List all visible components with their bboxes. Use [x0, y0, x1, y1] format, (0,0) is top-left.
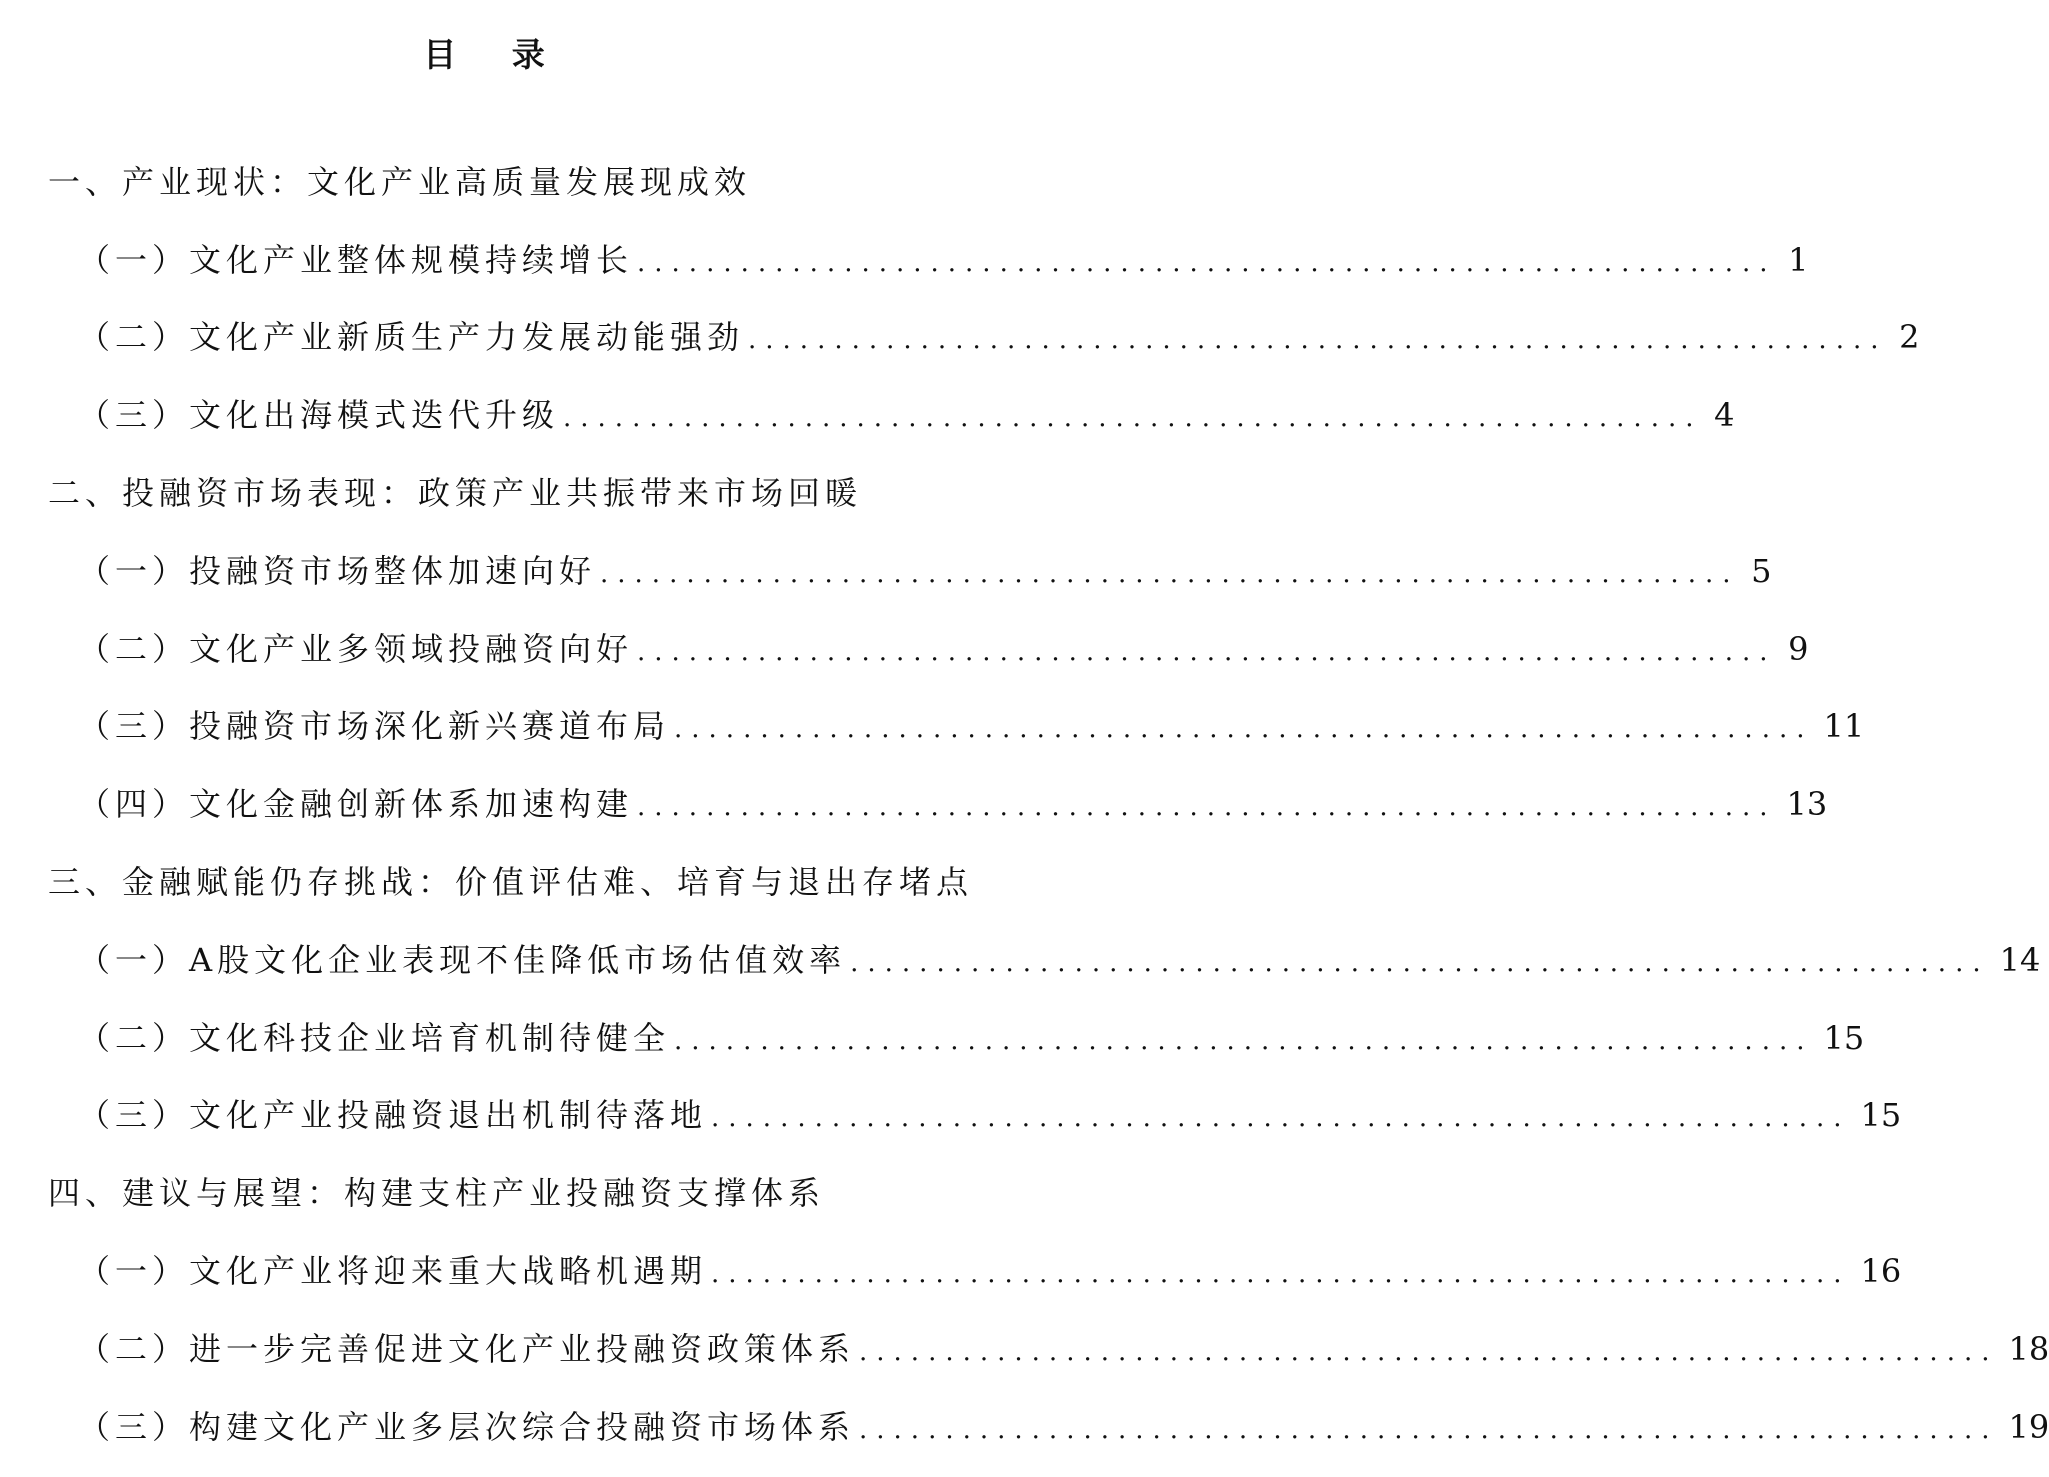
leader-dots: ..................................................................: [711, 1259, 1851, 1289]
entry-text: （二）文化科技企业培育机制待健全: [78, 1019, 671, 1057]
page-number: 19: [2008, 1408, 2049, 1446]
page-number: 4: [1714, 396, 1735, 434]
entry-text: （二）进一步完善促进文化产业投融资政策体系: [78, 1330, 856, 1368]
toc-entry[interactable]: [78, 1327, 2049, 1374]
leader-dots: ..................................................................: [850, 948, 1990, 978]
page-number: 1: [1788, 241, 1809, 279]
entry-text: （一）投融资市场整体加速向好: [78, 552, 597, 590]
leader-dots: ..................................................................: [711, 1103, 1851, 1133]
leader-dots: ..................................................................: [637, 637, 1777, 667]
toc-entry[interactable]: [78, 549, 1772, 596]
page-number: 13: [1786, 785, 1828, 823]
toc-entry[interactable]: [78, 1016, 1865, 1063]
toc-entry[interactable]: [78, 393, 1735, 440]
entry-text: （三）构建文化产业多层次综合投融资市场体系: [78, 1408, 856, 1446]
entry-text: （二）文化产业多领域投融资向好: [78, 630, 634, 668]
page-number: 16: [1860, 1252, 1902, 1290]
toc-section-heading[interactable]: [48, 860, 974, 904]
section-heading-text: 三、金融赋能仍存挑战：价值评估难、培育与退出存堵点: [48, 863, 974, 901]
toc-entry[interactable]: [78, 938, 2041, 985]
page-number: 2: [1899, 318, 1920, 356]
leader-dots: ..................................................................: [674, 1026, 1814, 1056]
toc-entry[interactable]: [78, 782, 1828, 829]
page-number: 5: [1751, 552, 1772, 590]
toc-entry[interactable]: [78, 1405, 2049, 1452]
toc-section-heading[interactable]: [48, 471, 948, 515]
section-heading-text: 一、产业现状：文化产业高质量发展现成效: [48, 163, 752, 201]
section-heading-text: 四、建议与展望：构建支柱产业投融资支撑体系: [48, 1174, 826, 1212]
page-number: 9: [1788, 630, 1809, 668]
leader-dots: ..................................................................: [859, 1415, 1999, 1445]
entry-text: （一）文化产业将迎来重大战略机遇期: [78, 1252, 708, 1290]
toc-entry[interactable]: [78, 1093, 1902, 1140]
leader-dots: ..................................................................: [637, 792, 1777, 822]
entry-text: （二）文化产业新质生产力发展动能强劲: [78, 318, 745, 356]
leader-dots: ..................................................................: [748, 325, 1888, 355]
page-title: 目 录: [423, 35, 567, 74]
toc-section-heading[interactable]: [48, 1171, 948, 1215]
toc-entry[interactable]: [78, 1249, 1902, 1296]
leader-dots: ..................................................................: [859, 1337, 1999, 1367]
page-number: 18: [2008, 1330, 2049, 1368]
toc-entry[interactable]: [78, 704, 1865, 751]
leader-dots: ..................................................................: [600, 559, 1740, 589]
leader-dots: ..................................................................: [674, 714, 1814, 744]
entry-text: （三）文化产业投融资退出机制待落地: [78, 1096, 708, 1134]
page-number: 15: [1823, 1019, 1865, 1057]
toc-entry[interactable]: [78, 238, 1809, 285]
toc-entry[interactable]: [78, 315, 1920, 362]
section-heading-text: 二、投融资市场表现：政策产业共振带来市场回暖: [48, 474, 863, 512]
toc-section-heading[interactable]: [48, 160, 948, 204]
toc-entry[interactable]: [78, 627, 1809, 674]
page-number: 14: [1999, 941, 2041, 979]
leader-dots: ..................................................................: [563, 403, 1703, 433]
entry-text: （三）投融资市场深化新兴赛道布局: [78, 707, 671, 745]
entry-text: （四）文化金融创新体系加速构建: [78, 785, 634, 823]
entry-text: （一）文化产业整体规模持续增长: [78, 241, 634, 279]
leader-dots: ..................................................................: [637, 248, 1777, 278]
page-number: 15: [1860, 1096, 1902, 1134]
entry-text: （一）A股文化企业表现不佳降低市场估值效率: [78, 941, 847, 979]
page-number: 11: [1823, 707, 1865, 745]
entry-text: （三）文化出海模式迭代升级: [78, 396, 560, 434]
